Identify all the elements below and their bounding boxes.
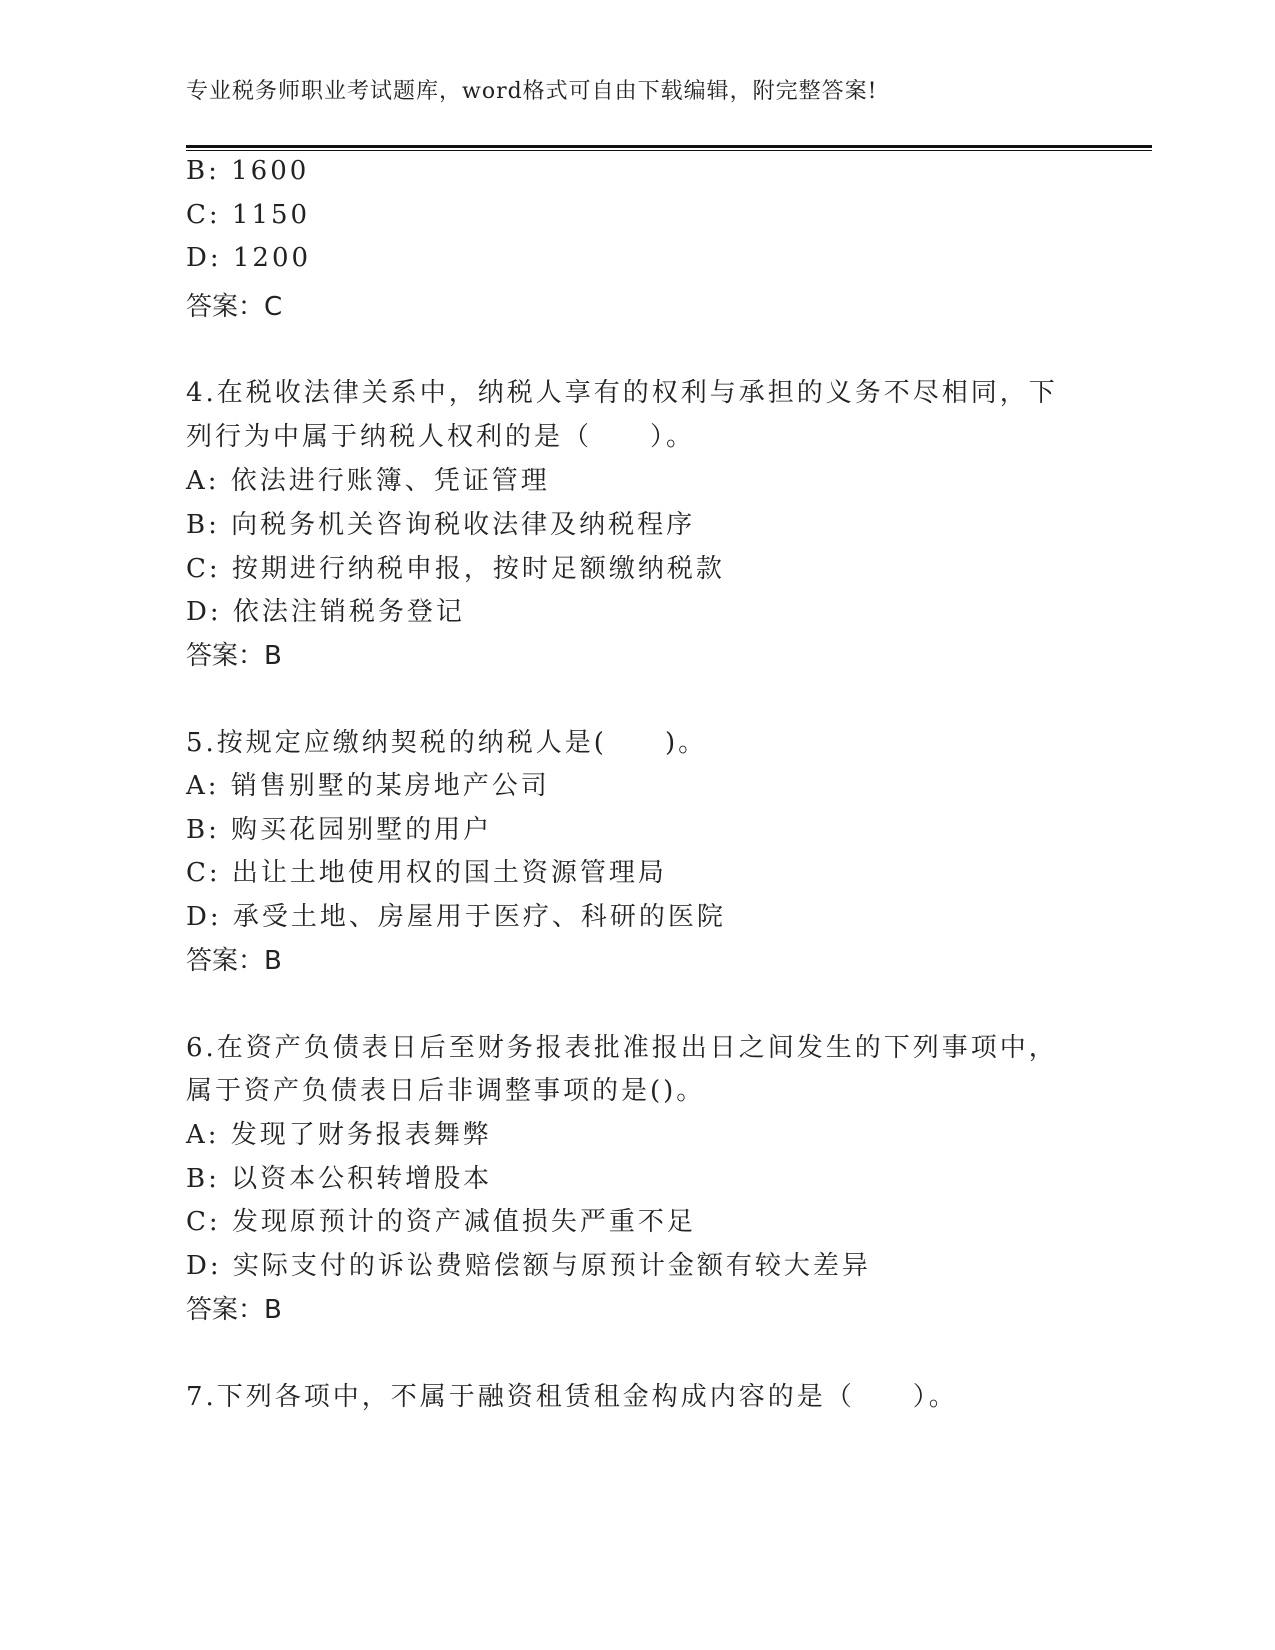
question-stem: 属于资产负债表日后非调整事项的是()。	[186, 1076, 706, 1106]
option-d: D: 实际支付的诉讼费赔偿额与原预计金额有较大差异	[186, 1251, 871, 1281]
question-stem: 7.下列各项中，不属于融资租赁租金构成内容的是（ ）。	[186, 1382, 958, 1412]
answer: 答案：B	[186, 641, 282, 671]
option-a: A: 销售别墅的某房地产公司	[186, 771, 550, 801]
answer: 答案：B	[186, 946, 282, 976]
option-c: C: 按期进行纳税申报，按时足额缴纳税款	[186, 554, 725, 584]
option-d: D: 1200	[186, 243, 312, 273]
option-c: C: 发现原预计的资产减值损失严重不足	[186, 1207, 696, 1237]
question-stem: 5.按规定应缴纳契税的纳税人是( )。	[186, 728, 708, 758]
option-b: B: 以资本公积转增股本	[186, 1164, 493, 1194]
option-a: A: 依法进行账簿、凭证管理	[186, 466, 550, 496]
option-c: C: 1150	[186, 200, 311, 230]
option-d: D: 依法注销税务登记	[186, 597, 465, 627]
option-b: B: 向税务机关咨询税收法律及纳税程序	[186, 510, 696, 540]
option-a: A: 发现了财务报表舞弊	[186, 1120, 492, 1150]
question-stem: 6.在资产负债表日后至财务报表批准报出日之间发生的下列事项中，	[186, 1033, 1058, 1063]
option-d: D: 承受土地、房屋用于医疗、科研的医院	[186, 902, 726, 932]
page-header: 专业税务师职业考试题库，word格式可自由下载编辑，附完整答案!	[186, 79, 878, 104]
question-stem: 列行为中属于纳税人权利的是（ ）。	[186, 422, 696, 452]
option-b: B: 购买花园别墅的用户	[186, 815, 493, 845]
option-c: C: 出让土地使用权的国土资源管理局	[186, 858, 667, 888]
header-rule	[186, 145, 1152, 151]
answer: 答案：C	[186, 292, 283, 322]
option-b: B: 1600	[186, 156, 310, 186]
answer: 答案：B	[186, 1295, 282, 1325]
question-stem: 4.在税收法律关系中，纳税人享有的权利与承担的义务不尽相同，下	[186, 378, 1058, 408]
